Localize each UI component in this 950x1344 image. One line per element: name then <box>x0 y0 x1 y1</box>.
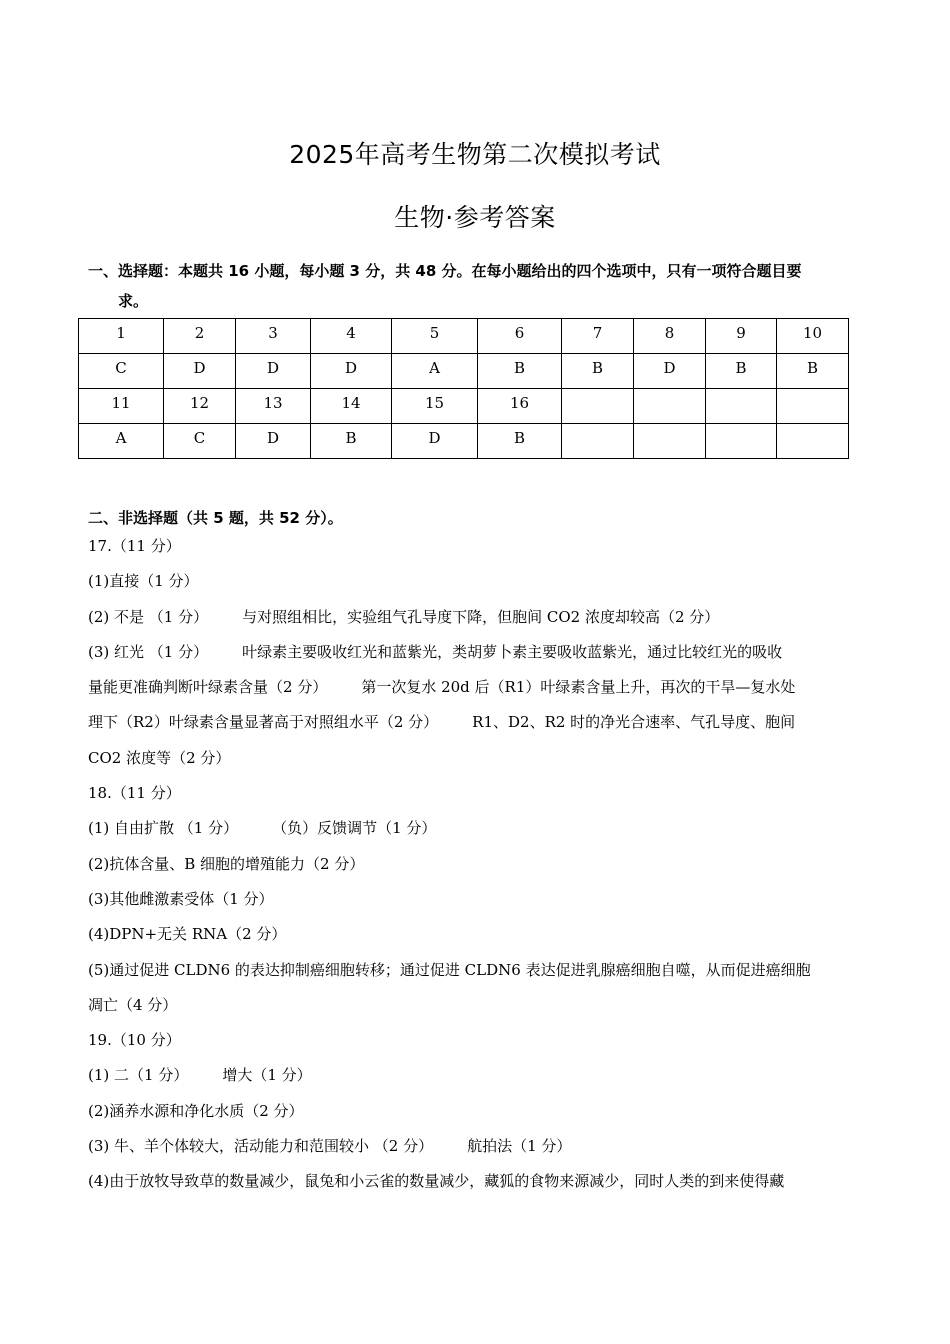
answer-table-cell: 5 <box>392 319 478 354</box>
answer-table-cell: 4 <box>311 319 392 354</box>
page-title: 2025年高考生物第二次模拟考试 <box>289 140 661 169</box>
answer-table-cell: B <box>562 354 634 389</box>
answer-table-cell: C <box>164 424 236 459</box>
answer-table-cell: 2 <box>164 319 236 354</box>
q18-part1-answer: (1) 自由扩散 （1 分） <box>88 819 239 838</box>
q18-part5-line2: 凋亡（4 分） <box>88 995 178 1014</box>
answer-table-cell: 1 <box>79 319 164 354</box>
q18-part1 <box>88 814 868 849</box>
answer-table-cell: B <box>478 424 562 459</box>
answer-table-cell: A <box>392 354 478 389</box>
answer-table-cell <box>777 389 849 424</box>
answer-table-cell: 6 <box>478 319 562 354</box>
answer-table-row <box>79 354 849 389</box>
answer-table-cell: 12 <box>164 389 236 424</box>
answer-table-cell: 3 <box>236 319 311 354</box>
answer-table-cell: D <box>392 424 478 459</box>
q17-part3-line1 <box>88 638 868 673</box>
answer-table-cell: D <box>236 354 311 389</box>
answer-table-cell <box>562 389 634 424</box>
q19-label: 19.（10 分） <box>88 1031 181 1050</box>
answer-table-cell: 16 <box>478 389 562 424</box>
q17-part3-line2 <box>88 673 868 708</box>
answer-table <box>78 318 849 459</box>
answer-table-cell <box>706 389 777 424</box>
answer-table-row <box>79 424 849 459</box>
q18-part5-line1: (5)通过促进 CLDN6 的表达抑制癌细胞转移；通过促进 CLDN6 表达促进乳腺癌细胞自噬，从而促进癌细胞 <box>88 960 811 979</box>
q19-part1-answer: (1) 二（1 分） <box>88 1066 189 1085</box>
q19-part1 <box>88 1061 868 1096</box>
answer-table-cell: B <box>777 354 849 389</box>
answer-table-cell: B <box>706 354 777 389</box>
q17-part3-answer: (3) 红光 （1 分） <box>88 642 209 661</box>
answer-table-cell: 9 <box>706 319 777 354</box>
q17-part3-reason-end: 量能更准确判断叶绿素含量（2 分） <box>88 678 328 697</box>
q18-part3: (3)其他雌激素受体（1 分） <box>88 889 274 908</box>
q17-part3-result-end: 理下（R2）叶绿素含量显著高于对照组水平（2 分） <box>88 713 439 732</box>
section1-heading: 一、选择题：本题共 16 小题，每小题 3 分，共 48 分。在每小题给出的四个选项中，只有一项符合题目要 <box>88 262 802 280</box>
answer-table-row <box>79 389 849 424</box>
answer-table-cell: D <box>311 354 392 389</box>
section2-heading: 二、非选择题（共 5 题，共 52 分）。 <box>88 509 343 527</box>
q17-part3-line4: CO2 浓度等（2 分） <box>88 748 231 767</box>
q17-part2-reason: 与对照组相比，实验组气孔导度下降，但胞间 CO2 浓度却较高（2 分） <box>242 607 720 626</box>
q18-part4: (4)DPN+无关 RNA（2 分） <box>88 925 287 944</box>
q17-part3-indicators: R1、D2、R2 时的净光合速率、气孔导度、胞间 <box>472 713 796 732</box>
q17-part3-reason: 叶绿素主要吸收红光和蓝紫光，类胡萝卜素主要吸收蓝紫光，通过比较红光的吸收 <box>242 642 783 661</box>
q19-part4-line1: (4)由于放牧导致草的数量减少，鼠兔和小云雀的数量减少，藏狐的食物来源减少，同时人类的到来使得藏 <box>88 1172 785 1191</box>
q19-part3 <box>88 1132 868 1167</box>
answer-table-cell: 10 <box>777 319 849 354</box>
answer-table-cell: A <box>79 424 164 459</box>
q18-label: 18.（11 分） <box>88 784 181 803</box>
answer-table-cell: C <box>79 354 164 389</box>
answer-table-cell: B <box>478 354 562 389</box>
q17-label: 17.（11 分） <box>88 537 181 555</box>
answer-table-cell: 11 <box>79 389 164 424</box>
q17-part3-line3 <box>88 708 868 743</box>
page-subtitle: 生物·参考答案 <box>394 203 556 232</box>
q19-part1-answer2: 增大（1 分） <box>222 1066 312 1085</box>
answer-table-cell: 14 <box>311 389 392 424</box>
answer-table-cell: 8 <box>634 319 706 354</box>
answer-table-cell <box>777 424 849 459</box>
answer-table-cell: B <box>311 424 392 459</box>
answers-body <box>88 532 868 1203</box>
answer-table-cell: 15 <box>392 389 478 424</box>
answer-table-row <box>79 319 849 354</box>
section1-heading-cont: 求。 <box>118 292 149 310</box>
answer-table-cell <box>634 424 706 459</box>
q19-part3-method: 航拍法（1 分） <box>467 1137 572 1156</box>
q18-part1-answer2: （负）反馈调节（1 分） <box>272 819 437 838</box>
q17-part1: (1)直接（1 分） <box>88 572 199 591</box>
q17-part2-answer: (2) 不是 （1 分） <box>88 607 209 626</box>
answer-table-cell: D <box>634 354 706 389</box>
answer-table-cell: 13 <box>236 389 311 424</box>
q17-part3-result: 第一次复水 20d 后（R1）叶绿素含量上升，再次的干旱—复水处 <box>361 678 796 697</box>
q19-part3-answer: (3) 牛、羊个体较大，活动能力和范围较小 （2 分） <box>88 1137 434 1156</box>
answer-table-cell: 7 <box>562 319 634 354</box>
answer-table-cell <box>634 389 706 424</box>
answer-table-cell <box>706 424 777 459</box>
answer-table-cell <box>562 424 634 459</box>
q17-part2 <box>88 603 868 638</box>
answer-table-cell: D <box>164 354 236 389</box>
answer-table-cell: D <box>236 424 311 459</box>
q19-part2: (2)涵养水源和净化水质（2 分） <box>88 1101 304 1120</box>
q18-part2: (2)抗体含量、B 细胞的增殖能力（2 分） <box>88 854 365 873</box>
